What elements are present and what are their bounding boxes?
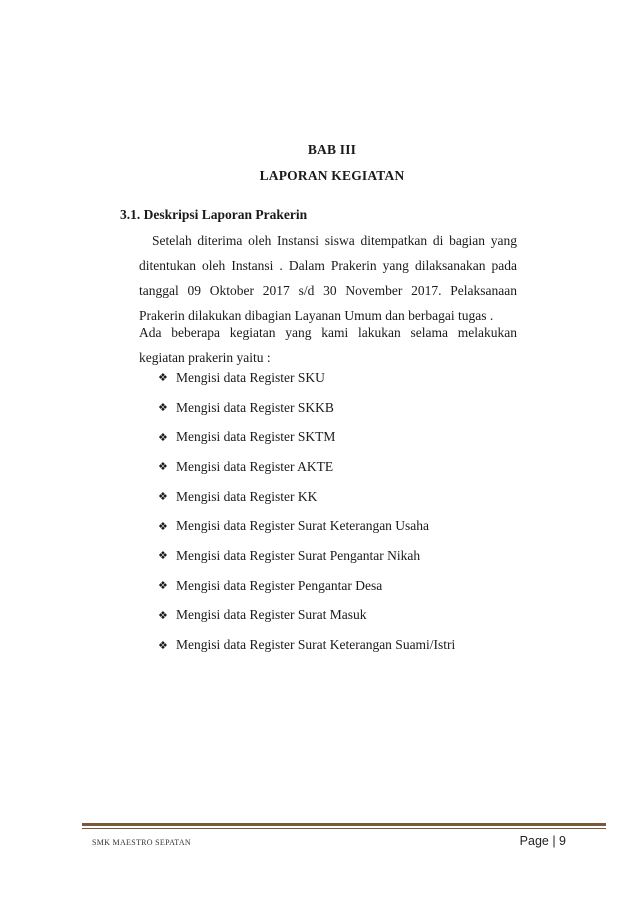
list-item-text: Mengisi data Register Pengantar Desa <box>176 577 383 593</box>
list-item <box>158 363 455 393</box>
section-heading: 3.1. Deskripsi Laporan Prakerin <box>120 207 308 222</box>
list-item-text: Mengisi data Register SKU <box>176 369 325 385</box>
footer-school-name: SMK MAESTRO SEPATAN <box>92 838 192 847</box>
diamond-bullet-icon: ❖ <box>158 490 168 504</box>
list-item-text: Mengisi data Register Surat Pengantar Nikah <box>176 547 421 563</box>
list-item-text: Mengisi data Register SKTM <box>176 429 336 445</box>
diamond-bullet-icon: ❖ <box>158 371 168 385</box>
list-item <box>158 482 455 512</box>
list-item-text: Mengisi data Register Surat Masuk <box>176 607 367 623</box>
list-item-text: Mengisi data Register AKTE <box>176 458 334 474</box>
chapter-number: BAB III <box>307 142 357 157</box>
list-item-text: Mengisi data Register Surat Keterangan Suami/Istri <box>176 637 456 653</box>
list-item-text: Mengisi data Register KK <box>176 488 318 504</box>
list-item <box>158 541 455 571</box>
list-item <box>158 452 455 482</box>
page-number: Page | 9 <box>519 834 566 848</box>
list-item <box>158 393 455 423</box>
footer-divider-thin <box>82 828 606 829</box>
list-item-text: Mengisi data Register Surat Keterangan Usaha <box>176 518 430 534</box>
list-item <box>158 571 455 601</box>
paragraph-activities-intro: Ada beberapa kegiatan yang kami lakukan selama melakukan kegiatan prakerin yaitu : <box>139 325 517 365</box>
list-item <box>158 630 455 660</box>
diamond-bullet-icon: ❖ <box>158 579 168 593</box>
diamond-bullet-icon: ❖ <box>158 519 168 533</box>
diamond-bullet-icon: ❖ <box>158 460 168 474</box>
paragraph-description: Setelah diterima oleh Instansi siswa ditempatkan di bagian yang ditentukan oleh Instansi . Dalam Prakerin yang dilaksanakan pada tanggal 09 Oktober 2017 s/d 30 November 2017. Pelaksanaan Prakerin dilakukan dibagian Layanan Umum dan berbagai tugas . <box>139 233 517 323</box>
list-item-text: Mengisi data Register SKKB <box>176 399 334 415</box>
activity-list <box>158 363 455 660</box>
diamond-bullet-icon: ❖ <box>158 401 168 415</box>
chapter-title: LAPORAN KEGIATAN <box>259 168 405 183</box>
diamond-bullet-icon: ❖ <box>158 549 168 563</box>
diamond-bullet-icon: ❖ <box>158 430 168 444</box>
list-item <box>158 422 455 452</box>
list-item <box>158 601 455 631</box>
footer-divider-thick <box>82 823 606 826</box>
list-item <box>158 511 455 541</box>
diamond-bullet-icon: ❖ <box>158 608 168 622</box>
diamond-bullet-icon: ❖ <box>158 638 168 652</box>
